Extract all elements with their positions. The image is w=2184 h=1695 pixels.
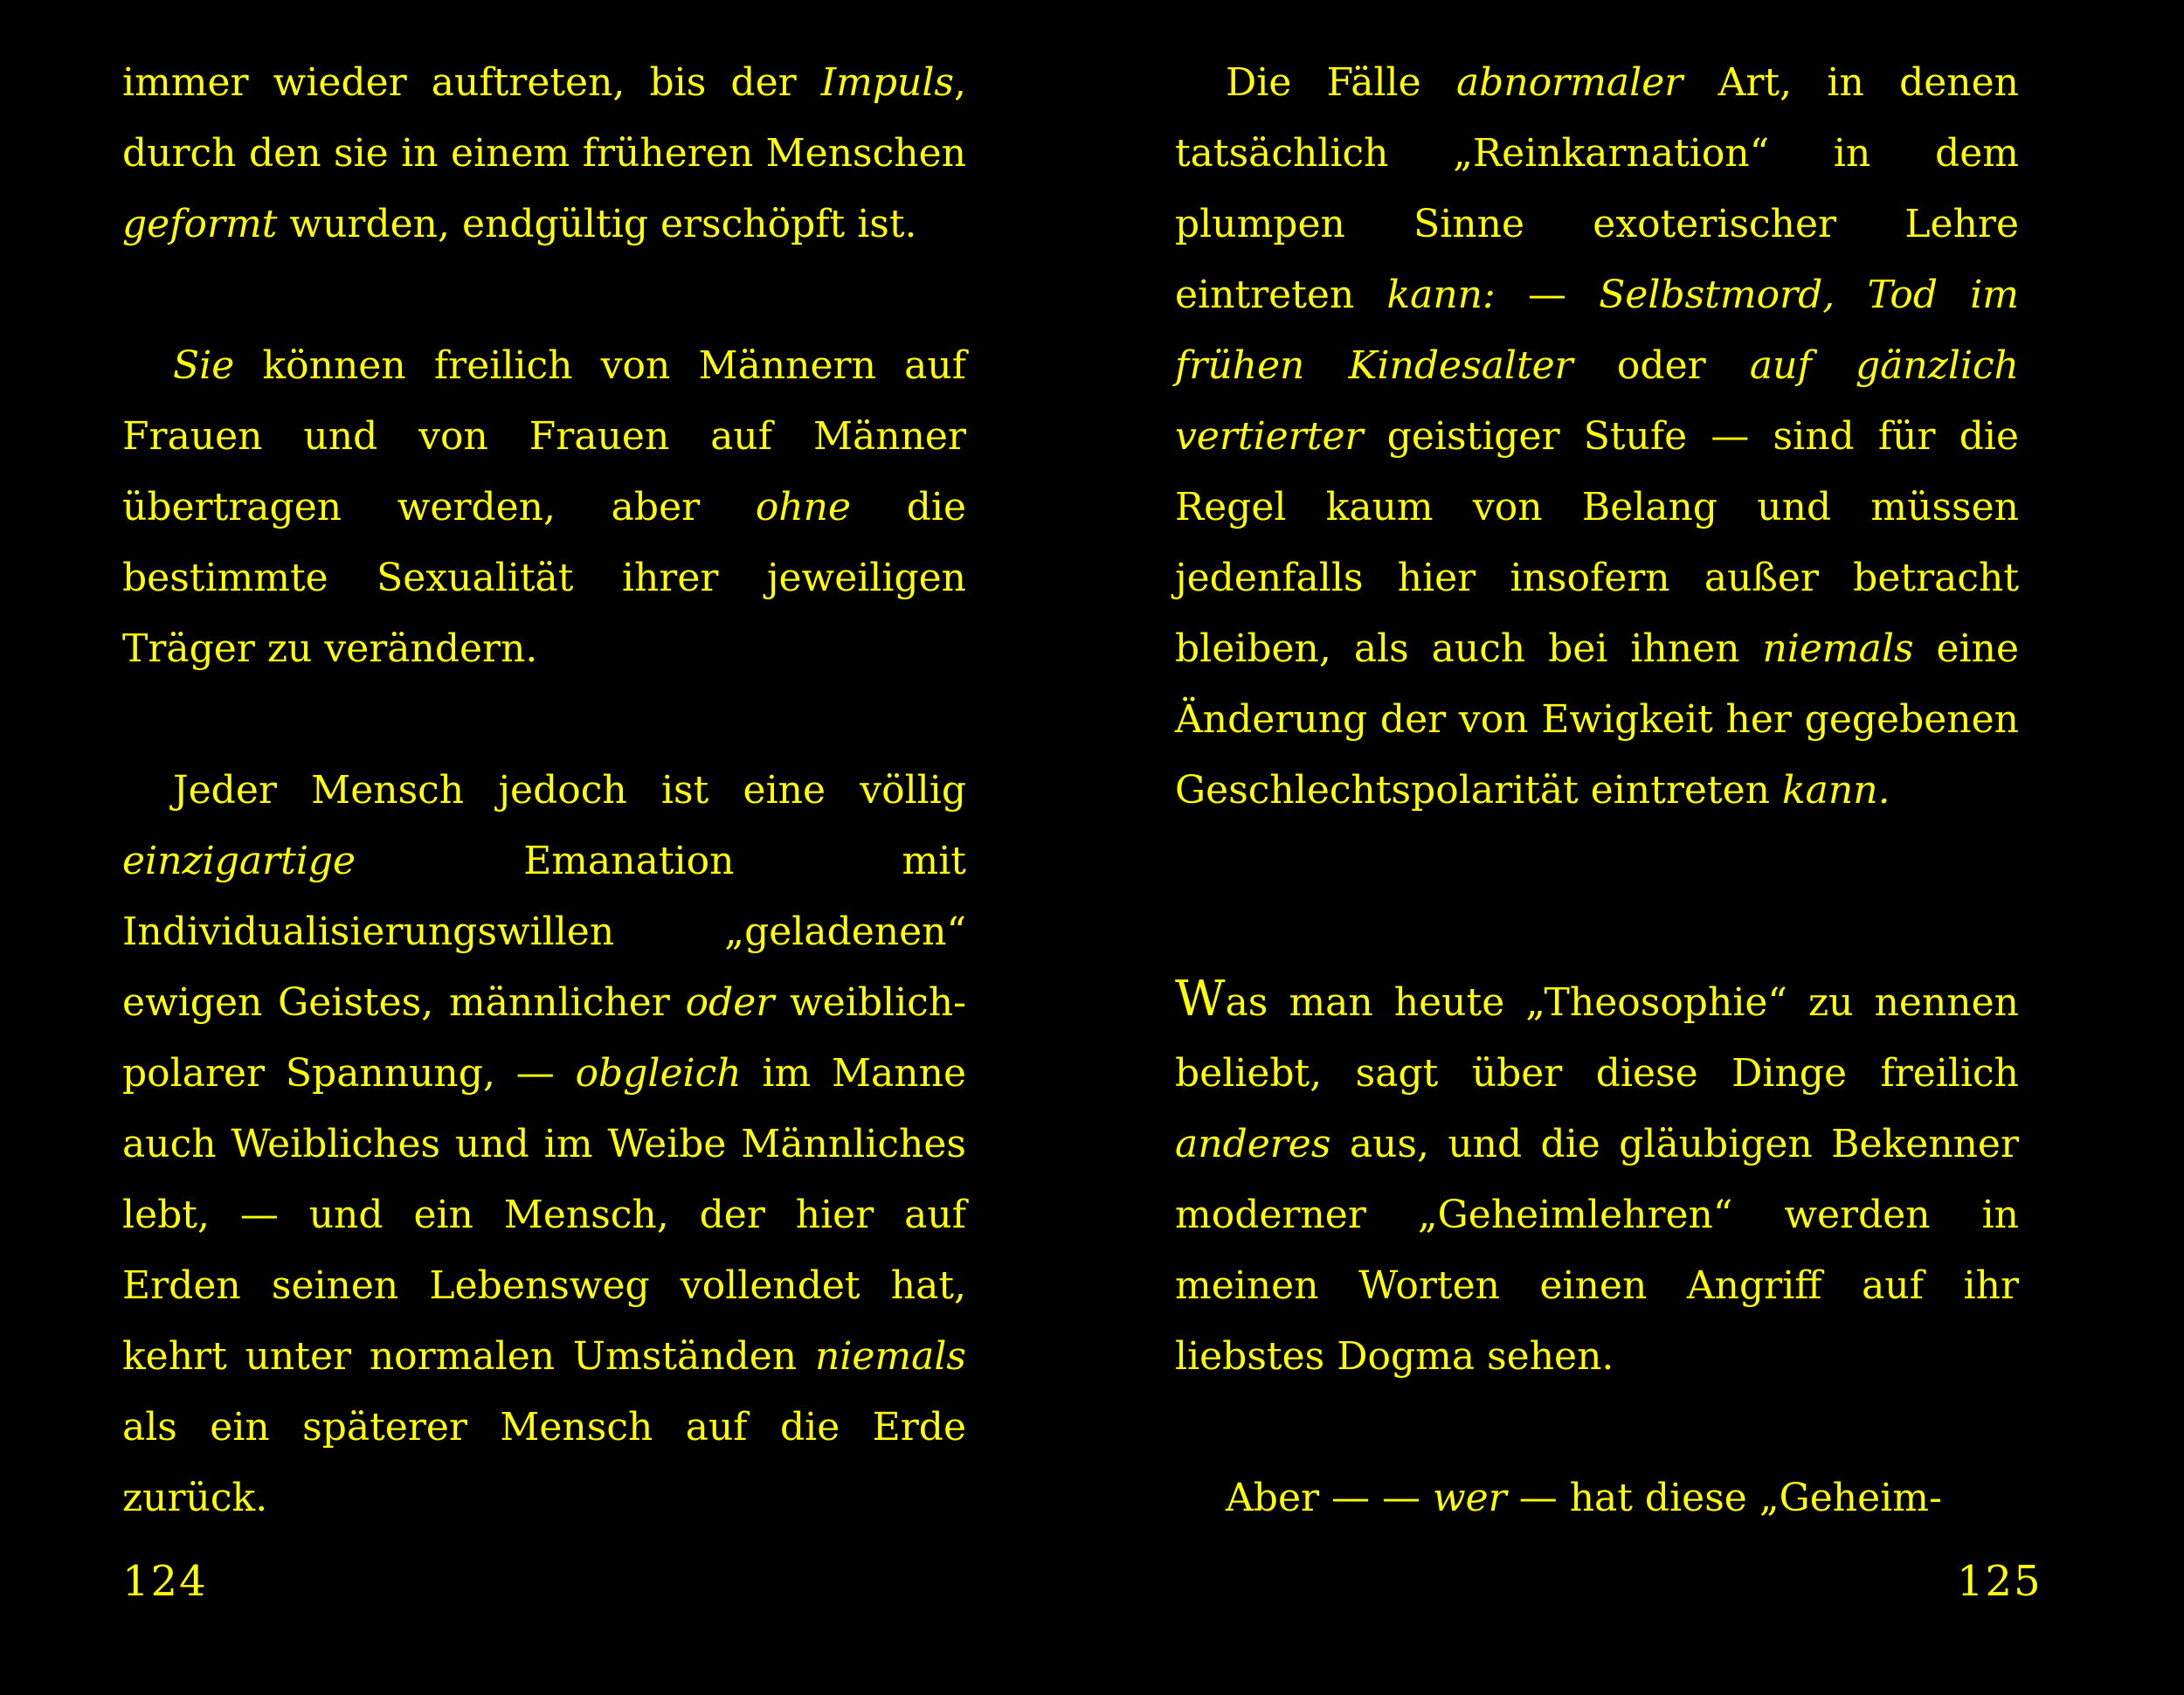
text-run: können freilich von Männern auf Frauen und von Frauen auf Männer übertragen werden, aber — [122, 343, 966, 529]
emphasized-text: einzigartige — [122, 839, 356, 883]
emphasized-text: ohne — [755, 485, 852, 529]
text-run: im Manne auch Weibliches und im Weibe Männliches lebt, — und ein Mensch, der hier auf Erden seinen Lebensweg vollendet hat, kehrt unter normalen Umständen — [122, 1051, 966, 1379]
emphasized-text: anderes — [1175, 1122, 1331, 1166]
left-page-text — [122, 47, 966, 1533]
emphasized-text: niemals — [814, 1334, 966, 1379]
text-run: wurden, endgültig erschöpft ist. — [277, 202, 917, 246]
text-run: oder — [1572, 343, 1750, 388]
text-run: aus, und die gläubigen Bekenner moderner „Geheimlehren“ werden in meinen Worten einen Angriff auf ihr liebstes Dogma sehen. — [1175, 1122, 2019, 1379]
text-run: Jeder Mensch jedoch ist eine völlig — [173, 768, 966, 813]
left-paragraph-1 — [122, 47, 966, 259]
right-paragraph-1 — [1175, 47, 2019, 826]
emphasized-text: wer — [1432, 1476, 1507, 1520]
page-number-left: 124 — [122, 1557, 208, 1606]
emphasized-text: oder — [685, 980, 775, 1025]
page-number-right: 125 — [1957, 1557, 2042, 1606]
text-run: eine Änderung der von Ewigkeit her gegebenen Geschlechtspolarität eintreten — [1175, 626, 2019, 813]
text-run: als ein späterer Mensch auf die Erde zurück. — [122, 1405, 966, 1520]
text-run: Emanation mit Individualisierungswillen „geladenen“ ewigen Geistes, männlicher — [122, 839, 966, 1025]
emphasized-text: kann. — [1782, 768, 1890, 813]
right-paragraph-3 — [1175, 1463, 2019, 1533]
text-run: Was man heute „Theosophie“ zu nennen beliebt, sagt über diese Dinge freilich — [1175, 971, 2019, 1096]
text-run: Die Fälle — [1226, 60, 1456, 105]
emphasized-text: kann: — [1386, 273, 1496, 317]
text-run: immer wieder auftreten, bis der — [122, 60, 821, 105]
emphasized-text: abnormaler — [1455, 60, 1683, 105]
emphasized-text: Sie — [173, 343, 235, 388]
text-run: weiblich-polarer Spannung, — — [122, 980, 966, 1096]
initial-letter: W — [1175, 971, 1226, 1027]
right-paragraph-2 — [1175, 967, 2019, 1392]
text-run: , durch den sie in einem früheren Menschen — [122, 60, 966, 176]
emphasized-text: geformt — [122, 202, 278, 246]
emphasized-text: niemals — [1762, 626, 1914, 671]
right-page — [1092, 0, 2184, 1695]
text-run: die bestimmte Sexualität ihrer jeweiligen Träger zu verändern. — [122, 485, 966, 671]
right-page-text — [1175, 47, 2019, 1533]
text-run: — — [1495, 273, 1600, 317]
emphasized-text: Selbstmord, Tod im frühen Kindesalter — [1175, 273, 2019, 388]
left-paragraph-3 — [122, 755, 966, 1533]
left-paragraph-2 — [122, 330, 966, 684]
emphasized-text: auf gänzlich vertierter — [1175, 343, 2020, 459]
text-run: Aber — — — [1226, 1476, 1433, 1520]
emphasized-text: obgleich — [575, 1051, 742, 1096]
emphasized-text: Impuls — [820, 60, 954, 105]
text-run: Art, in denen tatsächlich „Reinkarnation“ in dem plumpen Sinne exoterischer Lehre eintreten — [1175, 60, 2020, 317]
text-run: — hat diese „Geheim- — [1506, 1476, 1942, 1520]
text-run: geistiger Stufe — sind für die Regel kaum von Belang und müssen jedenfalls hier insofern außer betracht bleiben, als auch bei ihnen — [1175, 414, 2019, 671]
